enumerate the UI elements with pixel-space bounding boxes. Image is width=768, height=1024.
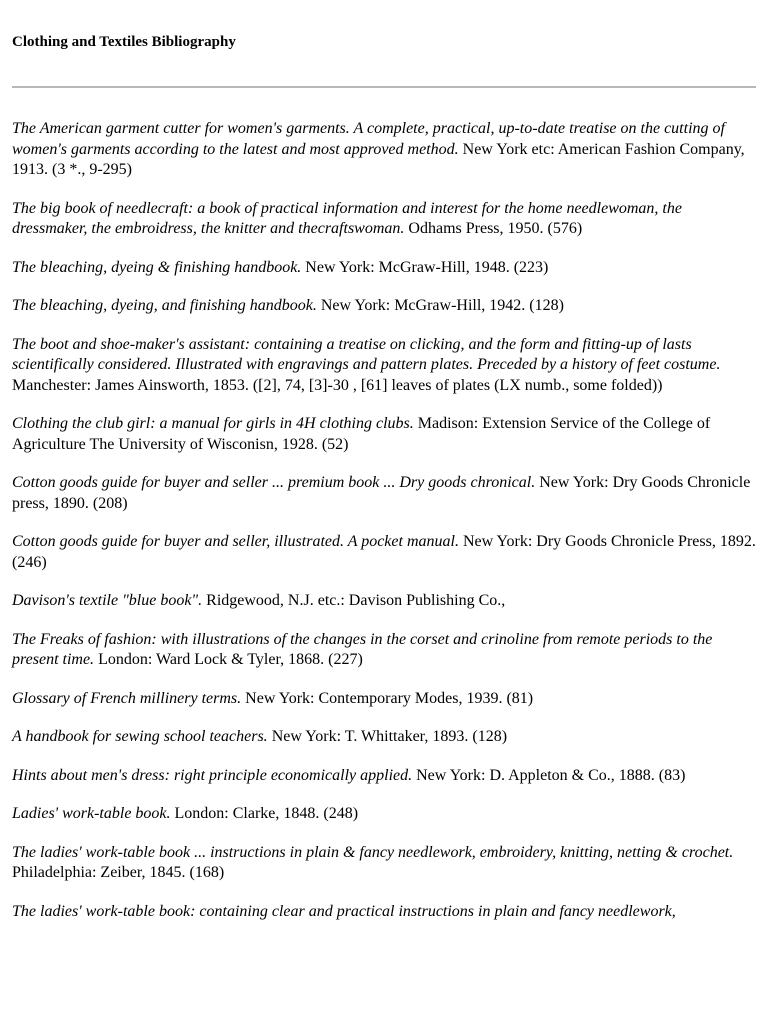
entry-details: Philadelphia: Zeiber, 1845. (168) [12, 864, 225, 881]
entry-details: Manchester: James Ainsworth, 1853. ([2], 74, [3]-30 , [61] leaves of plates (LX numb., some folded)) [12, 376, 663, 394]
bibliography-entry [12, 532, 758, 573]
entry-details: Ridgewood, N.J. etc.: Davison Publishing Co., [206, 592, 506, 609]
entry-title: The ladies' work-table book ... instructions in plain & fancy needlework, embroidery, knitting, netting & crochet. [12, 843, 734, 861]
entry-title: Cotton goods guide for buyer and seller, illustrated. A pocket manual. [12, 533, 459, 550]
entry-details: Odhams Press, 1950. (576) [408, 220, 583, 237]
bibliography-entry [12, 591, 758, 612]
entry-title: Cotton goods guide for buyer and seller ... premium book ... Dry goods chronical. [12, 474, 536, 491]
bibliography-entry [12, 843, 758, 884]
entry-title: The bleaching, dyeing, and finishing handbook. [12, 297, 317, 314]
entry-details: London: Clarke, 1848. (248) [174, 805, 359, 822]
bibliography-entry [12, 119, 758, 181]
bibliography-entry [12, 804, 758, 825]
entry-details: New York: Contemporary Modes, 1939. (81) [245, 689, 534, 707]
entry-details: New York etc: American Fashion Company, 1913. (3 *., 9-295) [12, 140, 745, 178]
entry-title: The bleaching, dyeing & finishing handbook. [12, 258, 302, 276]
bibliography-entry [12, 630, 758, 671]
entry-title: A handbook for sewing school teachers. [12, 728, 268, 745]
bibliography-entry [12, 258, 758, 279]
entry-details: New York: McGraw-Hill, 1942. (128) [320, 297, 564, 314]
entry-title: Hints about men's dress: right principle economically applied. [12, 766, 413, 784]
entry-title: The American garment cutter for women's garments. A complete, practical, up-to-date treatise on the cutting of women's garments according to the latest and most approved method. [12, 120, 725, 158]
entry-title: Ladies' work-table book. [12, 805, 171, 822]
entry-details: London: Ward Lock & Tyler, 1868. (227) [98, 651, 363, 668]
entry-title: Davison's textile "blue book". [12, 592, 203, 609]
entry-title: Clothing the club girl: a manual for girls in 4H clothing clubs. [12, 415, 414, 432]
bibliography-entry [12, 199, 758, 240]
bibliography-entry [12, 335, 758, 397]
entry-title: The ladies' work-table book: containing clear and practical instructions in plain and fancy needlework, [12, 902, 676, 920]
entry-details: New York: Dry Goods Chronicle Press, 1892. (246) [12, 533, 756, 571]
horizontal-divider [12, 86, 756, 88]
bibliography-entry [12, 473, 758, 514]
entry-title: The Freaks of fashion: with illustrations of the changes in the corset and crinoline from remote periods to the present time. [12, 630, 713, 668]
entry-details: New York: D. Appleton & Co., 1888. (83) [416, 766, 686, 784]
page-title: Clothing and Textiles Bibliography [12, 34, 236, 50]
entry-title: Glossary of French millinery terms. [12, 689, 242, 707]
bibliography-entry [12, 414, 758, 455]
entry-title: The boot and shoe-maker's assistant: containing a treatise on clicking, and the form and fitting-up of lasts scientifically considered. Illustrated with engravings and pattern plates. Preceded by a history of feet costume. [12, 335, 721, 373]
bibliography-entry [12, 689, 758, 710]
bibliography-entry [12, 766, 758, 787]
bibliography-entry [12, 727, 758, 748]
entry-details: New York: McGraw-Hill, 1948. (223) [305, 258, 549, 276]
entry-details: New York: Dry Goods Chronicle press, 1890. (208) [12, 474, 751, 512]
entry-details: New York: T. Whittaker, 1893. (128) [271, 728, 508, 745]
bibliography-entry [12, 296, 758, 317]
bibliography-list [12, 119, 758, 940]
bibliography-entry [12, 902, 758, 923]
entry-title: The big book of needlecraft: a book of practical information and interest for the home needlewoman, the dressmaker, the embroidress, the knitter and thecraftswoman. [12, 199, 682, 237]
entry-details: Madison: Extension Service of the College of Agriculture The University of Wisconisn, 1928. (52) [12, 415, 711, 453]
